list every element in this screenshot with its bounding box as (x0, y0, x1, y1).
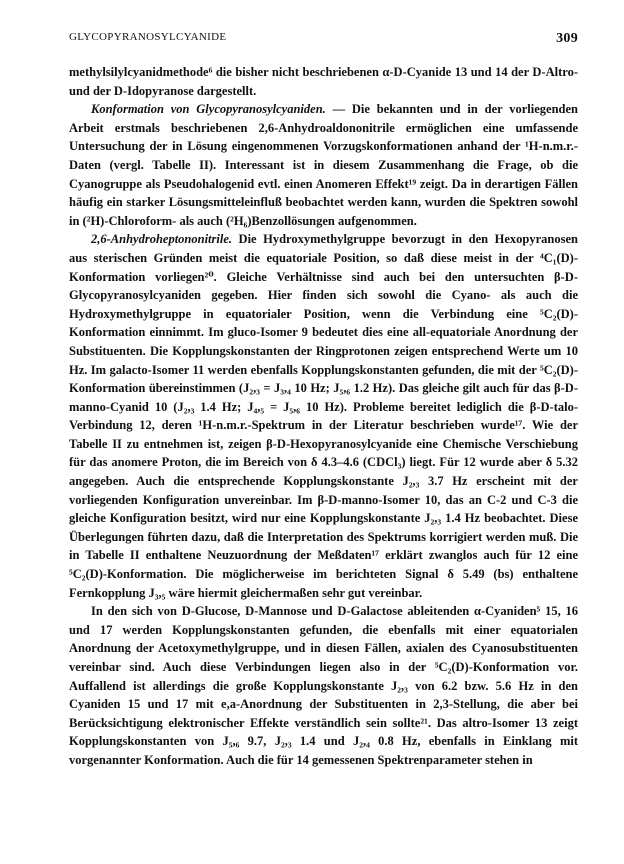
paragraph-text: In den sich von D-Glucose, D-Mannose und D-Galactose ableitenden α-Cyaniden⁵ 15, 16 und 17 werden Kopplungskonstanten gefunden, die ebenfalls mit einer equatorialen Anordnung der Acetoxymethylgruppe, und in diesen Fällen, axialen des Cyanosubstituenten vereinbar sind. Auch diese Verbindungen liegen also in der ⁵C₂(D)-Konformation vor. Auffallend ist allerdings die große Kopplungskonstante J₂,₃ von 6.2 bzw. 5.6 Hz in den Cyaniden 15 und 17 mit e,a-Anordnung der Substituenten in 2,3-Stellung, die aber bei Berücksichtigung elektronischer Effekte verständlich sein sollte²¹. Das altro-Isomer 13 zeigt Kopplungskonstanten von J₅,₆ 9.7, J₂,₃ 1.4 und J₂,₄ 0.8 Hz, ebenfalls in Einklang mit vorgenannter Konformation. Auch die für 14 gemessenen Spektrenparameter stehen in (69, 604, 578, 767)
paragraph-text: methylsilylcyanidmethode⁶ die bisher nicht beschriebenen α-D-Cyanide 13 und 14 der D-Altro- und der D-Idopyranose dargestellt. (69, 65, 578, 98)
section-heading-konformation: Konformation von Glycopyranosylcyaniden. (91, 102, 326, 117)
paragraph-text: — Die bekannten und in der vorliegenden Arbeit erstmals beschriebenen 2,6-Anhydroaldononitrile ermöglichen eine umfassende Untersuchung der in Lösung eingenommenen Vorzugskonformationen anhand der ¹H-n.m.r.-Daten (vergl. Tabelle II). Interessant ist in diesem Zusammenhang die Frage, ob die Cyanogruppe als Pseudohalogenid evtl. einen Anomeren Effekt¹⁹ zeigt. Da in derartigen Fällen häufig ein starker Lösungsmitteleinfluß beobachtet werden kann, wurden die Spektren sowohl in (²H)-Chloroform- als auch (²H₆)Benzollösungen aufgenommen. (69, 102, 578, 228)
paragraph-4 (69, 602, 578, 769)
page-number: 309 (556, 31, 578, 46)
paragraph-3 (69, 230, 578, 602)
body-text (69, 63, 578, 770)
running-head-title: GLYCOPYRANOSYLCYANIDE (69, 31, 227, 43)
paragraph-2 (69, 100, 578, 230)
paragraph-text: Die Hydroxymethylgruppe bevorzugt in den Hexopyranosen aus sterischen Gründen meist die equatoriale Position, so daß diese meist in der ⁴C₁(D)-Konformation vorliegen²⁰. Gleiche Verhältnisse sind auch bei den untersuchten β-D-Glycopyranosylcyaniden gegeben. Hier finden sich sowohl die Cyano- als auch die Hydroxymethylgruppe in equatorialer Position, wenn die Verbindung eine ⁵C₂(D)-Konformation einnimmt. Im gluco-Isomer 9 bedeutet dies eine all-equatoriale Anordnung der Substituenten. Die Kopplungskonstanten der Ringprotonen zeigen entsprechend Werte um 10 Hz. Im galacto-Isomer 11 werden ebenfalls Kopplungskonstanten gefunden, die mit der ⁵C₂(D)-Konformation übereinstimmen (J₂,₃ = J₃,₄ 10 Hz; J₅,₆ 1.2 Hz). Das gleiche gilt auch für das β-D-manno-Cyanid 10 (J₂,₃ 1.4 Hz; J₄,₅ = J₅,₆ 10 Hz). Probleme bereitet lediglich die β-D-talo-Verbindung 12, deren ¹H-n.m.r.-Spektrum in der Literatur beschrieben wurde¹⁷. Wie der Tabelle II zu entnehmen ist, zeigen β-D-Hexopyranosylcyanide eine Chemische Verschiebung für das anomere Proton, die im Bereich von δ 4.3–4.6 (CDCl₃) liegt. Für 12 wurde aber δ 5.32 angegeben. Auch die entsprechende Kopplungskonstante J₂,₃ 3.7 Hz erscheint mit der vorliegenden Konfiguration unvereinbar. Im β-D-manno-Isomer 10, das an C-2 und C-3 die gleiche Konfiguration besitzt, wird nur eine Kopplungskonstante J₂,₃ 1.4 Hz beobachtet. Diese Überlegungen führten dazu, daß die Interpretation des Spektrums korrigiert werden muß. Die in Tabelle II enthaltene Neuzuordnung der Meßdaten¹⁷ erklärt zwanglos auch für 12 eine ⁵C₂(D)-Konformation. Die möglicherweise im berichteten Signal δ 5.49 (bs) enthaltene Fernkopplung J₃,₅ wäre hiermit gleichermaßen sehr gut vereinbar. (69, 232, 578, 600)
running-head (69, 31, 578, 47)
section-heading-heptononitrile: 2,6-Anhydroheptononitrile. (91, 232, 232, 247)
paragraph-1 (69, 63, 578, 100)
